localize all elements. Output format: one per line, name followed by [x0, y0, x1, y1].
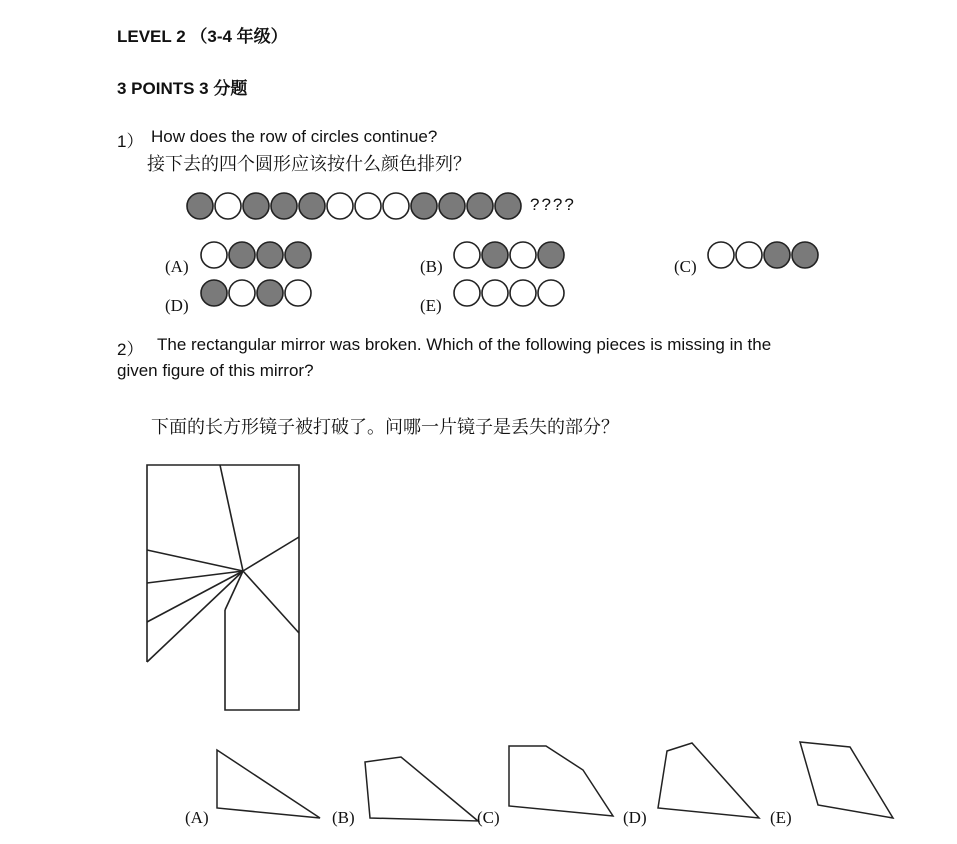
- piece-d-shape: [658, 743, 759, 818]
- q1-option-b-circles[interactable]: [451, 238, 571, 272]
- piece-e-shape: [800, 742, 893, 818]
- piece-a-shape: [217, 750, 320, 818]
- option-circle-grey: [285, 242, 311, 268]
- level-heading: LEVEL 2 （3-4 年级）: [117, 27, 288, 46]
- option-circle-white: [708, 242, 734, 268]
- option-circle-white: [538, 280, 564, 306]
- option-circle-white: [454, 242, 480, 268]
- option-circle-grey: [201, 280, 227, 306]
- q2-option-b-label[interactable]: (B): [332, 808, 355, 827]
- sequence-unknown: ????: [530, 195, 576, 214]
- mirror-crack: [243, 537, 299, 571]
- q1-option-d-circles[interactable]: [198, 276, 318, 310]
- option-circle-white: [454, 280, 480, 306]
- option-circle-grey: [257, 280, 283, 306]
- q2-text-en-line1: The rectangular mirror was broken. Which of the following pieces is missing in the: [157, 335, 772, 354]
- mirror-crack: [147, 571, 243, 662]
- mirror-crack: [243, 571, 299, 633]
- q1-option-a-label[interactable]: (A): [165, 257, 189, 276]
- option-circle-grey: [257, 242, 283, 268]
- q1-option-e-label[interactable]: (E): [420, 296, 442, 315]
- q1-option-d-label[interactable]: (D): [165, 296, 189, 315]
- option-circle-grey: [792, 242, 818, 268]
- option-circle-white: [482, 280, 508, 306]
- q2-text-en-line2: given figure of this mirror?: [117, 361, 314, 380]
- sequence-circle-white: [383, 193, 409, 219]
- q1-number: 1）: [117, 132, 144, 151]
- mirror-crack: [147, 571, 243, 583]
- q1-text-cn: 接下去的四个圆形应该按什么颜色排列？: [147, 154, 471, 175]
- q2-option-c-label[interactable]: (C): [477, 808, 500, 827]
- option-circle-white: [510, 242, 536, 268]
- piece-c-shape: [509, 746, 613, 816]
- option-circle-grey: [538, 242, 564, 268]
- q2-option-e-label[interactable]: (E): [770, 808, 792, 827]
- sequence-circle-grey: [271, 193, 297, 219]
- piece-b-shape: [365, 757, 478, 821]
- sequence-circle-grey: [467, 193, 493, 219]
- mirror-crack: [220, 465, 243, 571]
- sequence-circle-white: [215, 193, 241, 219]
- option-circle-white: [229, 280, 255, 306]
- sequence-circle-white: [355, 193, 381, 219]
- option-circle-grey: [764, 242, 790, 268]
- option-circle-white: [285, 280, 311, 306]
- option-circle-grey: [482, 242, 508, 268]
- sequence-circle-grey: [411, 193, 437, 219]
- option-circle-white: [510, 280, 536, 306]
- mirror-outline: [147, 465, 299, 710]
- mirror-crack: [225, 571, 243, 610]
- sequence-circle-grey: [439, 193, 465, 219]
- sequence-circle-grey: [495, 193, 521, 219]
- q1-option-a-circles[interactable]: [198, 238, 318, 272]
- points-heading: 3 POINTS 3 分题: [117, 79, 248, 98]
- sequence-circle-grey: [243, 193, 269, 219]
- mirror-crack: [147, 550, 243, 571]
- q1-option-b-label[interactable]: (B): [420, 257, 443, 276]
- option-circle-grey: [229, 242, 255, 268]
- q2-number: 2）: [117, 340, 144, 359]
- sequence-circle-grey: [299, 193, 325, 219]
- option-circle-white: [736, 242, 762, 268]
- q1-option-c-label[interactable]: (C): [674, 257, 697, 276]
- q1-text-en: How does the row of circles continue?: [151, 127, 438, 146]
- q2-text-cn: 下面的长方形镜子被打破了。问哪一片镜子是丢失的部分？: [151, 417, 619, 438]
- mirror-crack: [147, 571, 243, 622]
- option-circle-white: [201, 242, 227, 268]
- sequence-circle-white: [327, 193, 353, 219]
- sequence-circle-grey: [187, 193, 213, 219]
- q2-option-d-label[interactable]: (D): [623, 808, 647, 827]
- q1-option-e-circles[interactable]: [451, 276, 571, 310]
- q2-option-a-label[interactable]: (A): [185, 808, 209, 827]
- q1-option-c-circles[interactable]: [705, 238, 825, 272]
